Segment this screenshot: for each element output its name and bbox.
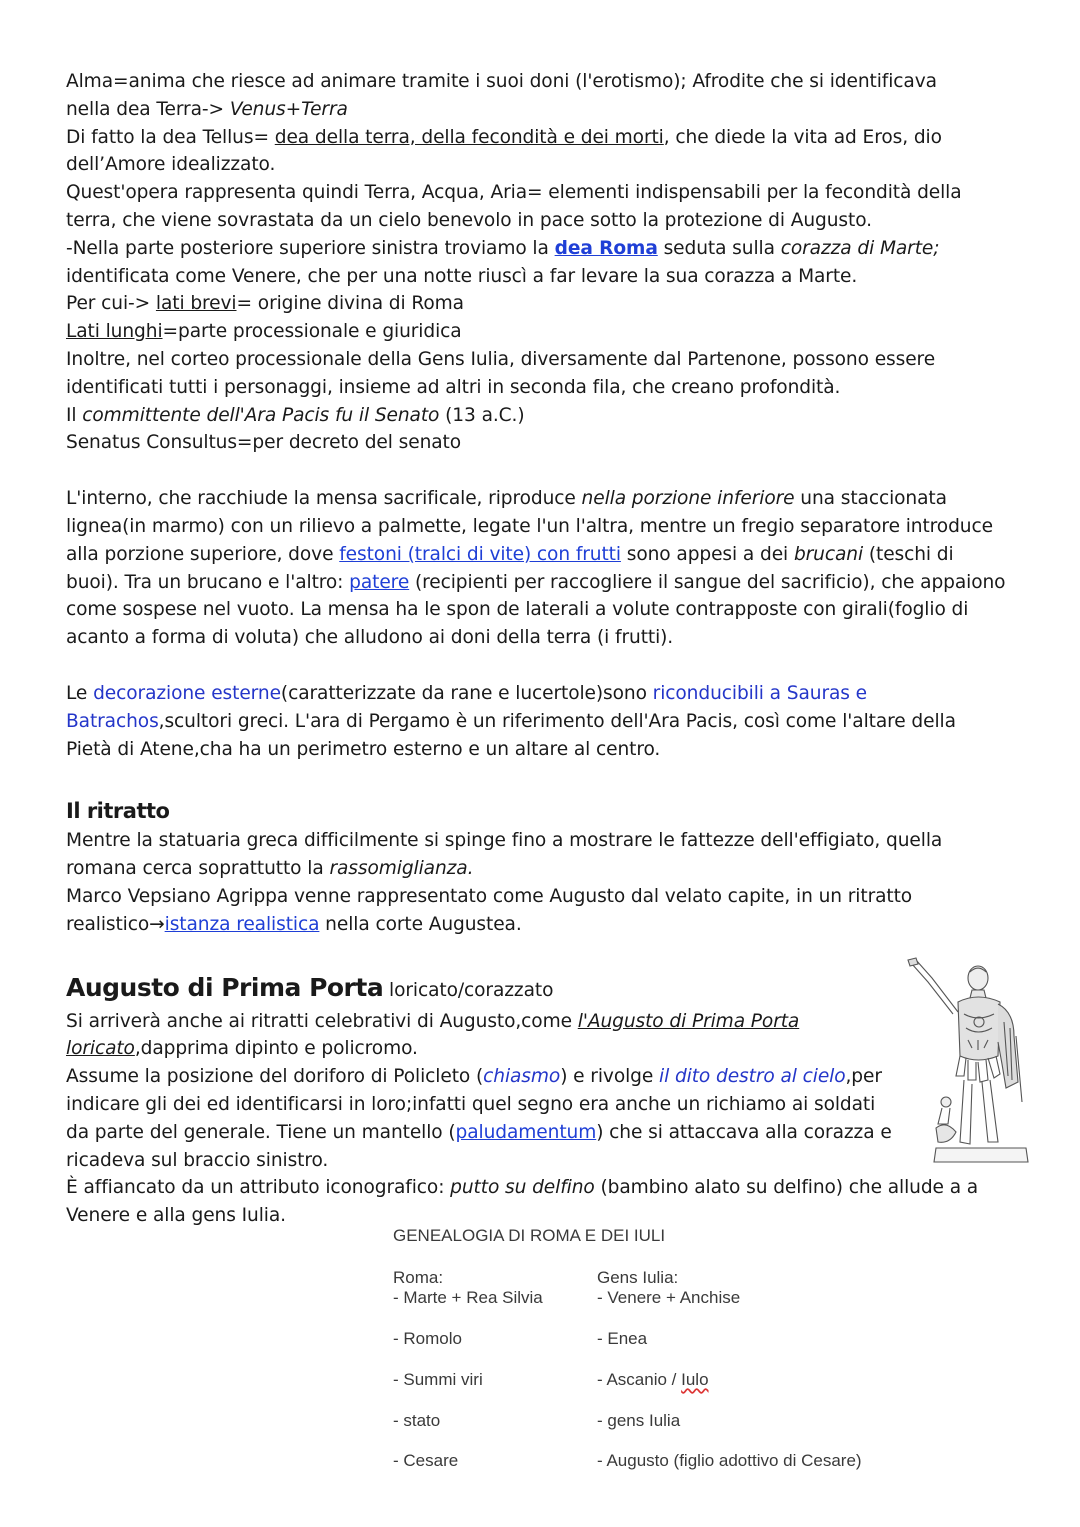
text-line: dell’Amore idealizzato. bbox=[66, 154, 276, 176]
patere-link[interactable]: patere bbox=[349, 571, 410, 593]
augustus-statue-illustration bbox=[898, 952, 1048, 1168]
text-line: identificata come Venere, che per una notte riuscì a far levare la sua corazza a Marte. bbox=[66, 265, 858, 287]
text-line: Di fatto la dea Tellus= dea della terra, della fecondità e dei morti, che diede la vita ad Eros, dio bbox=[66, 126, 942, 148]
genealogy-item: - stato bbox=[393, 1411, 441, 1430]
text-line: indicare gli dei ed identificarsi in loro;infatti quel segno era anche un richiamo ai soldati bbox=[66, 1093, 876, 1115]
text-line: acanto a forma di voluta) che alludono ai doni della terra (i frutti). bbox=[66, 627, 674, 649]
text-line: Pietà di Atene,cha ha un perimetro esterno e un altare al centro. bbox=[66, 738, 661, 760]
genealogy-title: GENEALOGIA DI ROMA E DEI IULI bbox=[393, 1226, 666, 1245]
istanza-realistica-link[interactable]: istanza realistica bbox=[164, 913, 320, 935]
genealogy-item: - Venere + Anchise bbox=[597, 1288, 741, 1307]
text-line: nella dea Terra-> Venus+Terra bbox=[66, 98, 348, 120]
text-line: Alma=anima che riesce ad animare tramite i suoi doni (l'erotismo); Afrodite che si identificava bbox=[66, 71, 937, 92]
text-line: da parte del generale. Tiene un mantello (paludamentum) che si attaccava alla corazza e bbox=[66, 1121, 892, 1143]
text-line: Si arriverà anche ai ritratti celebrativi di Augusto,come l'Augusto di Prima Porta bbox=[66, 1010, 800, 1032]
genealogy-item: - Enea bbox=[597, 1329, 648, 1348]
text-line: terra, che viene sovrastata da un cielo benevolo in pace sotto la protezione di Augusto. bbox=[66, 209, 872, 231]
text-line: Batrachos,scultori greci. L'ara di Pergamo è un riferimento dell'Ara Pacis, così come l'altare della bbox=[66, 710, 956, 732]
text-line: Marco Vepsiano Agrippa venne rappresentato come Augusto dal velato capite, in un ritratto bbox=[66, 885, 913, 907]
genealogy-item: - Augusto (figlio adottivo di Cesare) bbox=[597, 1451, 862, 1470]
text-line: Senatus Consultus=per decreto del senato bbox=[66, 432, 462, 454]
section-heading-augusto: Augusto di Prima Porta loricato/corazzato bbox=[66, 972, 554, 1002]
text-line: romana cerca soprattutto la rassomiglianza. bbox=[66, 858, 474, 880]
genealogy-header: Roma: bbox=[393, 1268, 444, 1287]
genealogy-item: - Ascanio / Iulo bbox=[597, 1370, 709, 1389]
text-line: Le decorazione esterne(caratterizzate da rane e lucertole)sono riconducibili a Sauras e bbox=[66, 682, 868, 704]
text-line: Quest'opera rappresenta quindi Terra, Acqua, Aria= elementi indispensabili per la fecondità della bbox=[66, 182, 962, 204]
text-line: L'interno, che racchiude la mensa sacrificale, riproduce nella porzione inferiore una staccionata bbox=[66, 488, 947, 510]
text-line: Il committente dell'Ara Pacis fu il Senato (13 a.C.) bbox=[66, 404, 525, 426]
paludamentum-link[interactable]: paludamentum bbox=[455, 1121, 597, 1143]
genealogy-item: - Marte + Rea Silvia bbox=[393, 1288, 543, 1307]
genealogy-item: - Summi viri bbox=[393, 1370, 483, 1389]
text-line: Lati lunghi=parte processionale e giuridica bbox=[66, 321, 462, 343]
text-line: identificati tutti i personaggi, insieme ad altri in seconda fila, che creano profondità. bbox=[66, 376, 841, 398]
dea-roma-link[interactable]: dea Roma bbox=[554, 237, 658, 259]
genealogy-item: - Cesare bbox=[393, 1451, 459, 1470]
text-line: buoi). Tra un brucano e l'altro: patere (recipienti per raccogliere il sangue del sacrificio), che appaiono bbox=[66, 571, 1006, 593]
genealogy-item: - gens Iulia bbox=[597, 1411, 681, 1430]
document-page bbox=[66, 68, 1026, 1230]
text-line: È affiancato da un attributo iconografico: putto su delfino (bambino alato su delfino) che allude a a bbox=[66, 1177, 979, 1199]
text-line: Inoltre, nel corteo processionale della Gens Iulia, diversamente dal Partenone, possono essere bbox=[66, 348, 936, 370]
section-heading-ritratto: Il ritratto bbox=[66, 799, 170, 824]
genealogy-header: Gens Iulia: bbox=[597, 1268, 679, 1287]
text-line: loricato,dapprima dipinto e policromo. bbox=[66, 1038, 418, 1060]
text-line: Mentre la statuaria greca difficilmente si spinge fino a mostrare le fattezze dell'effigiato, quella bbox=[66, 830, 943, 852]
text-line: -Nella parte posteriore superiore sinistra troviamo la dea Roma seduta sulla corazza di Marte; bbox=[66, 237, 940, 259]
text-line: Per cui-> lati brevi= origine divina di Roma bbox=[66, 293, 464, 315]
text-line: Venere e alla gens Iulia. bbox=[66, 1205, 286, 1227]
text-line: Assume la posizione del doriforo di Policleto (chiasmo) e rivolge il dito destro al cielo,per bbox=[66, 1066, 882, 1088]
text-line: ricadeva sul braccio sinistro. bbox=[66, 1149, 329, 1171]
text-line: realistico→istanza realistica nella corte Augustea. bbox=[66, 913, 522, 935]
text-line: come sospese nel vuoto. La mensa ha le spon de laterali a volute contrapposte con girali(foglio di bbox=[66, 599, 969, 621]
festoni-link[interactable]: festoni (tralci di vite) con frutti bbox=[339, 543, 621, 565]
text-line: alla porzione superiore, dove festoni (tralci di vite) con frutti sono appesi a dei brucani (teschi di bbox=[66, 543, 954, 565]
text-line: lignea(in marmo) con un rilievo a palmette, legate l'un l'altra, mentre un fregio separatore introduce bbox=[66, 515, 993, 537]
genealogy-item: - Romolo bbox=[393, 1329, 462, 1348]
